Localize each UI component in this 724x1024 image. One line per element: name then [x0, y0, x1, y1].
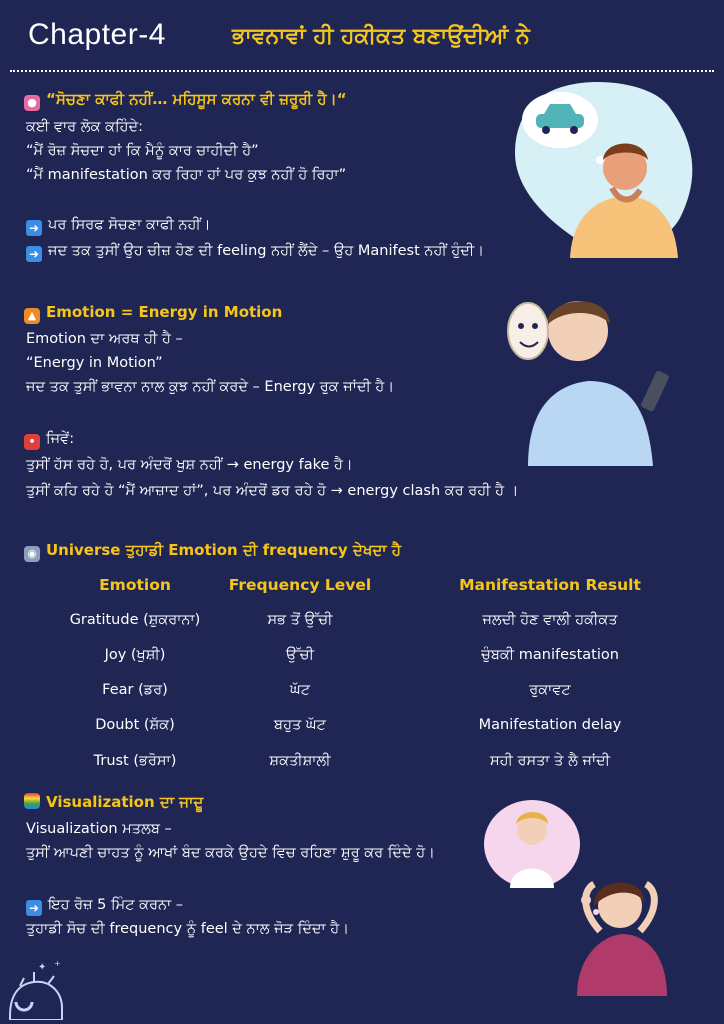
arrow-right-icon: ➜: [26, 220, 42, 236]
section1-bullet-1: [26, 214, 211, 236]
example-line-2: ਤੁਸੀਂ ਕਹਿ ਰਹੇ ਹੋ “ਮੈਂ ਆਜ਼ਾਦ ਹਾਂ”, ਪਰ ਅੰਦਰੋਂ ਡਰ ਰਹੇ ਹੋ → energy clash ਕਰ ਰਹੀ ਹੈ ।: [26, 483, 519, 499]
section4-line-2: ਤੁਸੀਂ ਆਪਣੀ ਚਾਹਤ ਨੂੰ ਆਖਾਂ ਬੰਦ ਕਰਕੇ ਉਹਦੇ ਵਿਚ ਰਹਿਣਾ ਸ਼ੁਰੂ ਕਰ ਦਿੰਦੇ ਹੋ।: [26, 845, 435, 861]
example-label-text: ਜਿਵੇਂ:: [46, 431, 75, 447]
table-cell: ਉੱਚੀ: [286, 647, 314, 663]
section1-heading-text: “ਸੋਚਣਾ ਕਾਫੀ ਨਹੀਂ… ਮਹਿਸੂਸ ਕਰਨਾ ਵੀ ਜ਼ਰੂਰੀ ਹੈ।“: [46, 90, 347, 108]
table-cell: ਰੁਕਾਵਟ: [529, 682, 571, 698]
section4-bullet-text: ਇਹ ਰੋਜ਼ 5 ਮਿੰਟ ਕਰਨਾ –: [48, 897, 184, 913]
svg-text:+: +: [54, 959, 61, 968]
pushpin-icon: •: [24, 434, 40, 450]
table-cell: Fear (ਡਰ): [102, 682, 168, 698]
table-cell: ਚੁੰਬਕੀ manifestation: [481, 647, 619, 663]
example-line-1: ਤੁਸੀਂ ਹੱਸ ਰਹੇ ਹੋ, ਪਰ ਅੰਦਰੋਂ ਖੁਸ਼ ਨਹੀਂ → energy fake ਹੈ।: [26, 457, 353, 473]
section4-closing: ਤੁਹਾਡੀ ਸੋਚ ਦੀ frequency ਨੂੰ feel ਦੇ ਨਾਲ ਜੋੜ ਦਿੰਦਾ ਹੈ।: [26, 921, 349, 937]
section2-line-1: Emotion ਦਾ ਅਰਥ ਹੀ ਹੈ –: [26, 331, 183, 347]
table-cell: Gratitude (ਸ਼ੁਕਰਾਨਾ): [69, 612, 201, 628]
table-cell: Doubt (ਸ਼ੱਕ): [95, 717, 175, 733]
section2-heading-text: Emotion = Energy in Motion: [46, 303, 283, 321]
car-icon: [536, 114, 584, 128]
phone-icon: [640, 370, 670, 412]
section4-heading-text: Visualization ਦਾ ਜਾਦੂ: [46, 793, 204, 811]
svg-text:✦: ✦: [38, 962, 47, 973]
section2-line-2: “Energy in Motion”: [26, 355, 163, 371]
section3-heading: [24, 541, 401, 562]
section1-line-3: “ਮੈਂ manifestation ਕਰ ਰਿਹਾ ਹਾਂ ਪਰ ਕੁਝ ਨਹੀਂ ਹੋ ਰਿਹਾ”: [26, 167, 347, 183]
satellite-icon: ◉: [24, 546, 40, 562]
thinking-man-illustration: [500, 68, 710, 258]
table-cell: Manifestation delay: [478, 717, 622, 733]
section2-line-3: ਜਦ ਤਕ ਤੁਸੀਂ ਭਾਵਨਾ ਨਾਲ ਕੁਝ ਨਹੀਂ ਕਰਦੇ – Energy ਰੁਕ ਜਾਂਦੀ ਹੈ।: [26, 379, 395, 395]
table-cell: ਘੱਟ: [289, 682, 311, 698]
section4-line-1: Visualization ਮਤਲਬ –: [26, 821, 172, 837]
fire-icon: ▲: [24, 308, 40, 324]
table-header-frequency: Frequency Level: [228, 576, 372, 594]
table-cell: ਸ਼ਕਤੀਸ਼ਾਲੀ: [269, 753, 331, 769]
table-cell: ਸਹੀ ਰਸਤਾ ਤੇ ਲੈ ਜਾਂਦੀ: [489, 753, 611, 769]
brain-icon: ●: [24, 95, 40, 111]
daydreaming-woman-illustration: [482, 796, 692, 996]
section1-bullet-1-text: ਪਰ ਸਿਰਫ ਸੋਚਣਾ ਕਾਫੀ ਨਹੀਂ।: [48, 217, 211, 233]
example-label: [24, 428, 74, 450]
arrow-right-icon: ➜: [26, 900, 42, 916]
chapter-title: ਭਾਵਨਾਵਾਂ ਹੀ ਹਕੀਕਤ ਬਣਾਉਂਦੀਆਂ ਨੇ: [232, 24, 530, 49]
arrow-right-icon: ➜: [26, 246, 42, 262]
section1-line-2: “ਮੈਂ ਰੋਜ਼ ਸੋਚਦਾ ਹਾਂ ਕਿ ਮੈਨੂੰ ਕਾਰ ਚਾਹੀਦੀ ਹੈ”: [26, 143, 259, 159]
section2-heading: [24, 303, 282, 324]
section1-heading: [24, 90, 347, 111]
table-header-emotion: Emotion: [99, 576, 171, 594]
section4-bullet: [26, 894, 183, 916]
table-cell: ਬਹੁਤ ਘੱਟ: [274, 717, 326, 733]
table-header-result: Manifestation Result: [459, 576, 641, 594]
brain-magnet-icon: [4, 956, 74, 1020]
mask-icon: [508, 303, 548, 359]
table-cell: Joy (ਖੁਸ਼ੀ): [104, 647, 166, 663]
table-cell: ਜਲਦੀ ਹੋਣ ਵਾਲੀ ਹਕੀਕਤ: [482, 612, 618, 628]
rainbow-icon: [24, 793, 40, 809]
section1-bullet-2-text: ਜਦ ਤਕ ਤੁਸੀਂ ਉਹ ਚੀਜ਼ ਹੋਣ ਦੀ feeling ਨਹੀਂ ਲੈਂਦੇ – ਉਹ Manifest ਨਹੀਂ ਹੁੰਦੀ।: [48, 243, 484, 259]
section4-heading: [24, 793, 203, 811]
chapter-number: Chapter-4: [28, 18, 166, 51]
section3-heading-text: Universe ਤੁਹਾਡੀ Emotion ਦੀ frequency ਦੇਖਦਾ ਹੈ: [46, 541, 401, 559]
section1-line-1: ਕਈ ਵਾਰ ਲੋਕ ਕਹਿੰਦੇ:: [26, 119, 144, 135]
table-cell: ਸਭ ਤੋਂ ਉੱਚੀ: [267, 612, 333, 628]
mask-man-illustration: [498, 286, 688, 466]
section1-bullet-2: [26, 240, 484, 262]
table-cell: Trust (ਭਰੋਸਾ): [93, 753, 177, 769]
